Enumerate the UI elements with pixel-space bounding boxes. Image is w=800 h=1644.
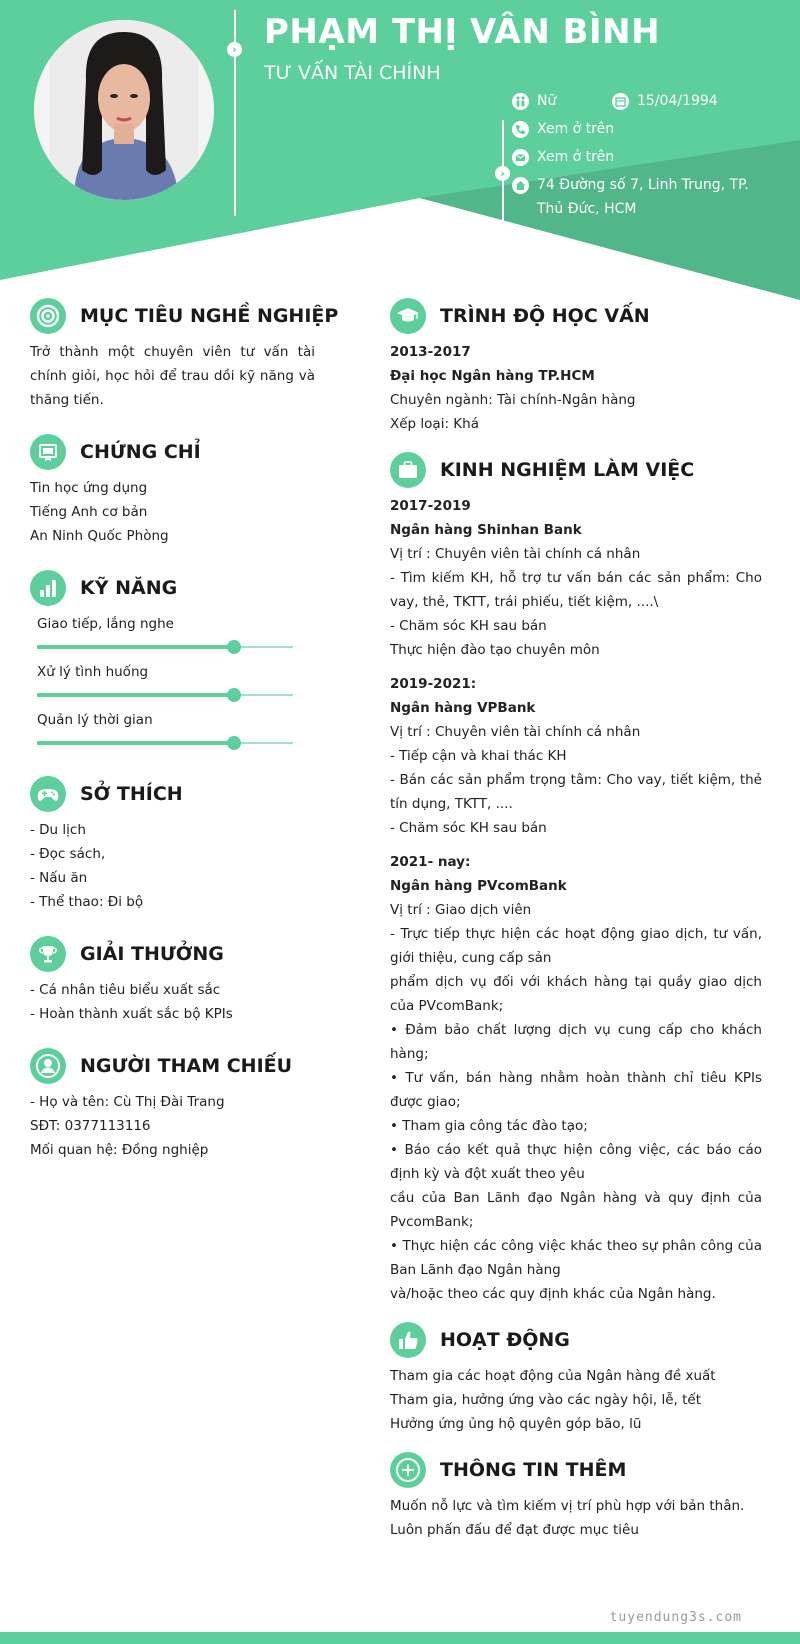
job-line: • Tham gia công tác đào tạo;	[390, 1118, 588, 1134]
job-line: Vị trí : Chuyên viên tài chính cá nhân	[390, 546, 641, 562]
education-detail: Xếp loại: Khá	[390, 416, 479, 432]
job-line: • Đảm bảo chất lượng dịch vụ cung cấp cho khách hàng;	[390, 1022, 762, 1062]
job-line: cầu của Ban Lãnh đạo Ngân hàng và quy định của PvcomBank;	[390, 1190, 762, 1230]
education-detail: Chuyên ngành: Tài chính-Ngân hàng	[390, 392, 636, 408]
list-item: - Đọc sách,	[30, 846, 106, 862]
header	[0, 0, 800, 300]
job-entry	[390, 672, 762, 840]
chevron-right-icon: ›	[495, 166, 510, 181]
section-objective	[30, 296, 339, 412]
section-header	[30, 568, 315, 608]
list-item: Mối quan hệ: Đồng nghiệp	[30, 1142, 209, 1158]
skill-fill	[37, 693, 234, 697]
contact-email	[512, 148, 614, 169]
skill-label: Quản lý thời gian	[37, 712, 153, 728]
skill-knob	[227, 688, 241, 702]
list-item: Tiếng Anh cơ bản	[30, 504, 148, 520]
list-item: Tham gia các hoạt động của Ngân hàng đề xuất	[390, 1368, 716, 1384]
certificate-icon	[30, 434, 66, 470]
list-item: Tham gia, hưởng ứng vào các ngày hội, lễ, tết	[390, 1392, 702, 1408]
skill-fill	[37, 741, 234, 745]
job-entry	[390, 494, 762, 662]
email-icon	[512, 149, 529, 166]
section-title: SỞ THÍCH	[80, 783, 183, 805]
bar-chart-icon	[30, 570, 66, 606]
job-line: Vị trí : Giao dịch viên	[390, 902, 532, 918]
home-icon	[512, 177, 529, 194]
skill-item	[30, 708, 315, 754]
job-line: • Báo cáo kết quả thực hiện công việc, các báo cáo định kỳ và đột xuất theo yêu	[390, 1142, 762, 1182]
section-title: MỤC TIÊU NGHỀ NGHIỆP	[80, 305, 339, 327]
list-item: Tin học ứng dụng	[30, 480, 148, 496]
section-header	[30, 296, 339, 336]
job-line: • Tư vấn, bán hàng nhằm hoàn thành chỉ tiêu KPIs được giao;	[390, 1070, 762, 1110]
chevron-right-icon: ›	[227, 42, 242, 57]
section-hobbies	[30, 774, 315, 914]
contact-address	[512, 176, 752, 221]
candidate-name: PHẠM THỊ VÂN BÌNH	[264, 12, 661, 52]
job-line: • Thực hiện các công việc khác theo sự phân công của Ban Lãnh đạo Ngân hàng	[390, 1238, 762, 1278]
section-header	[390, 1320, 762, 1360]
section-references	[30, 1046, 315, 1162]
section-title: KINH NGHIỆM LÀM VIỆC	[440, 459, 695, 481]
section-header	[30, 774, 315, 814]
list-item: An Ninh Quốc Phòng	[30, 528, 169, 544]
job-period: 2019-2021:	[390, 676, 477, 692]
candidate-title: TƯ VẤN TÀI CHÍNH	[264, 62, 441, 84]
job-line: và/hoặc theo các quy định khác của Ngân hàng.	[390, 1286, 716, 1302]
skill-label: Giao tiếp, lắng nghe	[37, 616, 174, 632]
job-line: - Tìm kiếm KH, hỗ trợ tư vấn bán các sản phẩm: Cho vay, thẻ, TKTT, trái phiếu, tiết kiệm, ....\	[390, 570, 762, 610]
watermark: tuyendung3s.com	[609, 1610, 742, 1625]
list-item: - Họ và tên: Cù Thị Đài Trang	[30, 1094, 225, 1110]
section-experience	[390, 450, 762, 1306]
job-line: - Tiếp cận và khai thác KH	[390, 748, 567, 764]
list-item: Luôn phấn đấu để đạt được mục tiêu	[390, 1522, 639, 1538]
section-skills	[30, 568, 315, 754]
job-period: 2021- nay:	[390, 854, 471, 870]
phone-value: Xem ở trên	[537, 121, 615, 137]
education-school: Đại học Ngân hàng TP.HCM	[390, 368, 595, 384]
job-line: - Chăm sóc KH sau bán	[390, 618, 547, 634]
skill-knob	[227, 736, 241, 750]
job-period: 2017-2019	[390, 498, 471, 514]
section-header	[30, 432, 315, 472]
gender-value: Nữ	[537, 93, 557, 109]
section-title: HOẠT ĐỘNG	[440, 1329, 570, 1351]
section-certificates	[30, 432, 315, 548]
section-header	[390, 450, 762, 490]
section-education	[390, 296, 762, 436]
job-company: Ngân hàng Shinhan Bank	[390, 522, 582, 538]
objective-text: Trở thành một chuyên viên tư vấn tài chính giỏi, học hỏi để trau dồi kỹ năng và thăng tiến.	[30, 344, 315, 408]
profile-photo	[34, 20, 214, 200]
skill-fill	[37, 645, 234, 649]
contact-gender	[512, 92, 556, 113]
trophy-icon	[30, 936, 66, 972]
section-awards	[30, 934, 315, 1026]
section-header	[390, 296, 762, 336]
education-period: 2013-2017	[390, 344, 471, 360]
list-item: SĐT: 0377113116	[30, 1118, 151, 1134]
list-item: - Cá nhân tiêu biểu xuất sắc	[30, 982, 221, 998]
job-line: - Bán các sản phẩm trọng tâm: Cho vay, tiết kiệm, thẻ tín dụng, TKTT, ....	[390, 772, 762, 812]
plus-icon	[390, 1452, 426, 1488]
contact-birthday	[612, 92, 718, 113]
section-title: THÔNG TIN THÊM	[440, 1459, 627, 1481]
section-header	[30, 1046, 315, 1086]
target-icon	[30, 298, 66, 334]
section-header	[30, 934, 315, 974]
list-item: Muốn nỗ lực và tìm kiếm vị trí phù hợp với bản thân.	[390, 1498, 745, 1514]
email-value: Xem ở trên	[537, 149, 615, 165]
list-item: Hưởng ứng ủng hộ quyên góp bão, lũ	[390, 1416, 642, 1432]
avatar	[34, 20, 214, 200]
briefcase-icon	[390, 452, 426, 488]
job-company: Ngân hàng PVcomBank	[390, 878, 567, 894]
header-divider	[234, 10, 236, 216]
job-line: - Chăm sóc KH sau bán	[390, 820, 547, 836]
list-item: - Du lịch	[30, 822, 86, 838]
right-column	[390, 296, 762, 1562]
thumbs-up-icon	[390, 1322, 426, 1358]
address-value: 74 Đường số 7, Linh Trung, TP. Thủ Đức, HCM	[537, 177, 749, 217]
section-activities	[390, 1320, 762, 1436]
left-column	[30, 296, 339, 1182]
list-item: - Hoàn thành xuất sắc bộ KPIs	[30, 1006, 233, 1022]
skill-bar	[37, 636, 293, 658]
job-company: Ngân hàng VPBank	[390, 700, 536, 716]
section-title: TRÌNH ĐỘ HỌC VẤN	[440, 305, 650, 327]
gender-icon	[512, 93, 529, 110]
section-extra	[390, 1450, 762, 1542]
section-title: CHỨNG CHỈ	[80, 441, 201, 463]
job-line: Thực hiện đào tạo chuyên môn	[390, 642, 600, 658]
footer-bar	[0, 1632, 800, 1644]
job-line: - Trực tiếp thực hiện các hoạt động giao dịch, tư vấn, giới thiệu, cung cấp sản	[390, 926, 762, 966]
skill-knob	[227, 640, 241, 654]
job-line: phẩm dịch vụ đối với khách hàng tại quầy giao dịch của PVcomBank;	[390, 974, 762, 1014]
job-line: Vị trí : Chuyên viên tài chính cá nhân	[390, 724, 641, 740]
calendar-icon	[612, 93, 629, 110]
section-title: NGƯỜI THAM CHIẾU	[80, 1055, 293, 1077]
graduation-cap-icon	[390, 298, 426, 334]
section-header	[390, 1450, 762, 1490]
skill-item	[30, 660, 315, 706]
skill-item	[30, 612, 315, 658]
skill-label: Xử lý tình huống	[37, 664, 149, 680]
user-icon	[30, 1048, 66, 1084]
birthday-value: 15/04/1994	[637, 93, 718, 109]
skill-bar	[37, 684, 293, 706]
section-title: GIẢI THƯỞNG	[80, 943, 224, 965]
job-entry	[390, 850, 762, 1306]
phone-icon	[512, 121, 529, 138]
section-title: KỸ NĂNG	[80, 577, 178, 599]
contact-phone	[512, 120, 614, 141]
list-item: - Nấu ăn	[30, 870, 88, 886]
list-item: - Thể thao: Đi bộ	[30, 894, 144, 910]
gamepad-icon	[30, 776, 66, 812]
skill-bar	[37, 732, 293, 754]
